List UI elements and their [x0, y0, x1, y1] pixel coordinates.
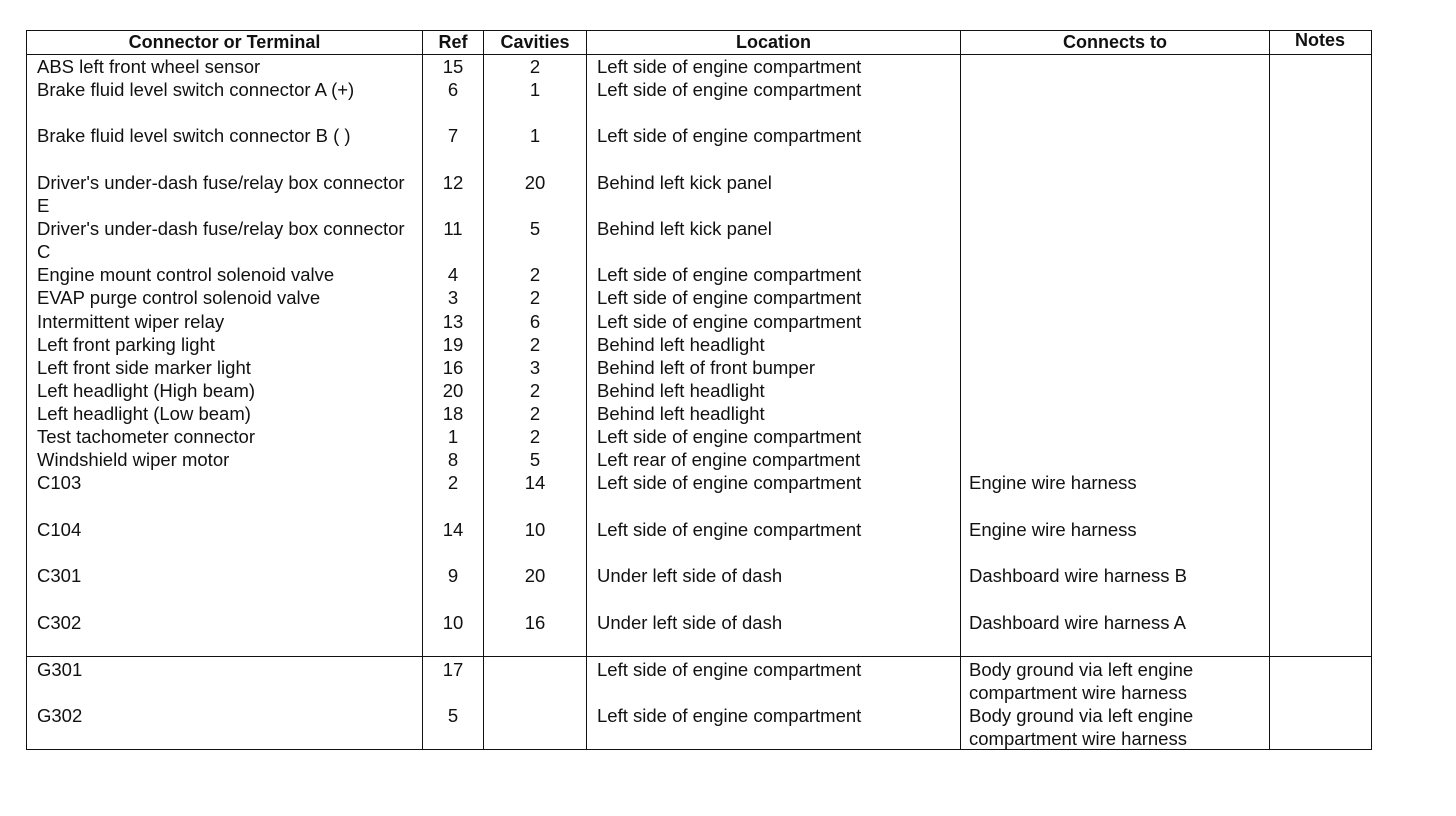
ref-number: 4 [447, 264, 459, 285]
connector-name: G301 [37, 659, 83, 680]
cavities-count: 2 [529, 403, 541, 424]
ref-number: 2 [447, 472, 459, 493]
connects-to: Engine wire harness [969, 519, 1137, 540]
location: Left side of engine compartment [597, 426, 862, 447]
cavities-count: 5 [529, 449, 541, 470]
ref-number: 5 [447, 705, 459, 726]
connector-name: Left front parking light [37, 334, 215, 355]
location: Left side of engine compartment [597, 659, 862, 680]
location: Behind left kick panel [597, 218, 772, 239]
ground-section-divider [27, 656, 1371, 657]
cavities-count: 1 [529, 79, 541, 100]
header-location: Location [736, 32, 811, 52]
connector-name: C302 [37, 612, 82, 633]
ref-number: 1 [447, 426, 459, 447]
connector-name: ABS left front wheel sensor [37, 56, 261, 77]
ref-number: 13 [442, 311, 464, 332]
connector-name: EVAP purge control solenoid valve [37, 287, 321, 308]
ref-number: 14 [442, 519, 464, 540]
connector-name: Driver's under-dash fuse/relay box connector C [37, 218, 405, 263]
connector-name: Left headlight (High beam) [37, 380, 256, 401]
cavities-count: 20 [524, 172, 546, 193]
cavities-count: 2 [529, 287, 541, 308]
ref-number: 9 [447, 565, 459, 586]
column-divider [1269, 31, 1270, 749]
location: Under left side of dash [597, 565, 783, 586]
connector-name: Brake fluid level switch connector A (+) [37, 79, 355, 100]
connector-table [26, 30, 1372, 750]
connector-name: Test tachometer connector [37, 426, 255, 447]
connects-to: Dashboard wire harness B [969, 565, 1187, 586]
location: Under left side of dash [597, 612, 783, 633]
cavities-count: 14 [524, 472, 546, 493]
connects-to: Dashboard wire harness A [969, 612, 1186, 633]
location: Left side of engine compartment [597, 519, 862, 540]
ref-number: 20 [442, 380, 464, 401]
header-connects-to: Connects to [1062, 32, 1167, 52]
cavities-count: 2 [529, 334, 541, 355]
ref-number: 15 [442, 56, 464, 77]
location: Behind left headlight [597, 334, 765, 355]
location: Left side of engine compartment [597, 264, 862, 285]
header-cavities: Cavities [500, 32, 570, 52]
connector-name: C103 [37, 472, 82, 493]
location: Left side of engine compartment [597, 287, 862, 308]
cavities-count: 20 [524, 565, 546, 586]
location: Left side of engine compartment [597, 472, 862, 493]
location: Behind left kick panel [597, 172, 772, 193]
connects-to: Body ground via left engine compartment wire harness [969, 705, 1194, 750]
cavities-count: 2 [529, 380, 541, 401]
cavities-count: 16 [524, 612, 546, 633]
ref-number: 19 [442, 334, 464, 355]
ref-number: 17 [442, 659, 464, 680]
cavities-count: 2 [529, 264, 541, 285]
cavities-count: 10 [524, 519, 546, 540]
ref-number: 12 [442, 172, 464, 193]
connector-name: Intermittent wiper relay [37, 311, 225, 332]
location: Left side of engine compartment [597, 705, 862, 726]
connector-name: C104 [37, 519, 82, 540]
connects-to: Engine wire harness [969, 472, 1137, 493]
connector-name: Brake fluid level switch connector B ( ) [37, 125, 351, 146]
header-notes: Notes [1294, 30, 1345, 50]
cavities-count: 3 [529, 357, 541, 378]
location: Left side of engine compartment [597, 311, 862, 332]
cavities-count: 2 [529, 426, 541, 447]
connector-name: G302 [37, 705, 83, 726]
cavities-count: 2 [529, 56, 541, 77]
connector-name: Windshield wiper motor [37, 449, 230, 470]
connector-name: C301 [37, 565, 82, 586]
connector-name: Driver's under-dash fuse/relay box connector E [37, 172, 405, 217]
connector-name: Left headlight (Low beam) [37, 403, 251, 424]
location: Left side of engine compartment [597, 125, 862, 146]
ref-number: 16 [442, 357, 464, 378]
location: Behind left headlight [597, 380, 765, 401]
ref-number: 6 [447, 79, 459, 100]
location: Left rear of engine compartment [597, 449, 861, 470]
header-ref: Ref [438, 32, 468, 52]
cavities-count: 6 [529, 311, 541, 332]
ref-number: 3 [447, 287, 459, 308]
connector-name: Engine mount control solenoid valve [37, 264, 335, 285]
ref-number: 7 [447, 125, 459, 146]
column-divider [586, 31, 587, 749]
ref-number: 11 [443, 218, 463, 239]
header-connector: Connector or Terminal [128, 32, 321, 52]
ref-number: 10 [442, 612, 464, 633]
connector-name: Left front side marker light [37, 357, 251, 378]
ref-number: 18 [442, 403, 464, 424]
connects-to: Body ground via left engine compartment wire harness [969, 659, 1194, 704]
location: Behind left of front bumper [597, 357, 816, 378]
ref-number: 8 [447, 449, 459, 470]
location: Behind left headlight [597, 403, 765, 424]
location: Left side of engine compartment [597, 79, 862, 100]
location: Left side of engine compartment [597, 56, 862, 77]
cavities-count: 1 [529, 125, 541, 146]
cavities-count: 5 [529, 218, 541, 239]
